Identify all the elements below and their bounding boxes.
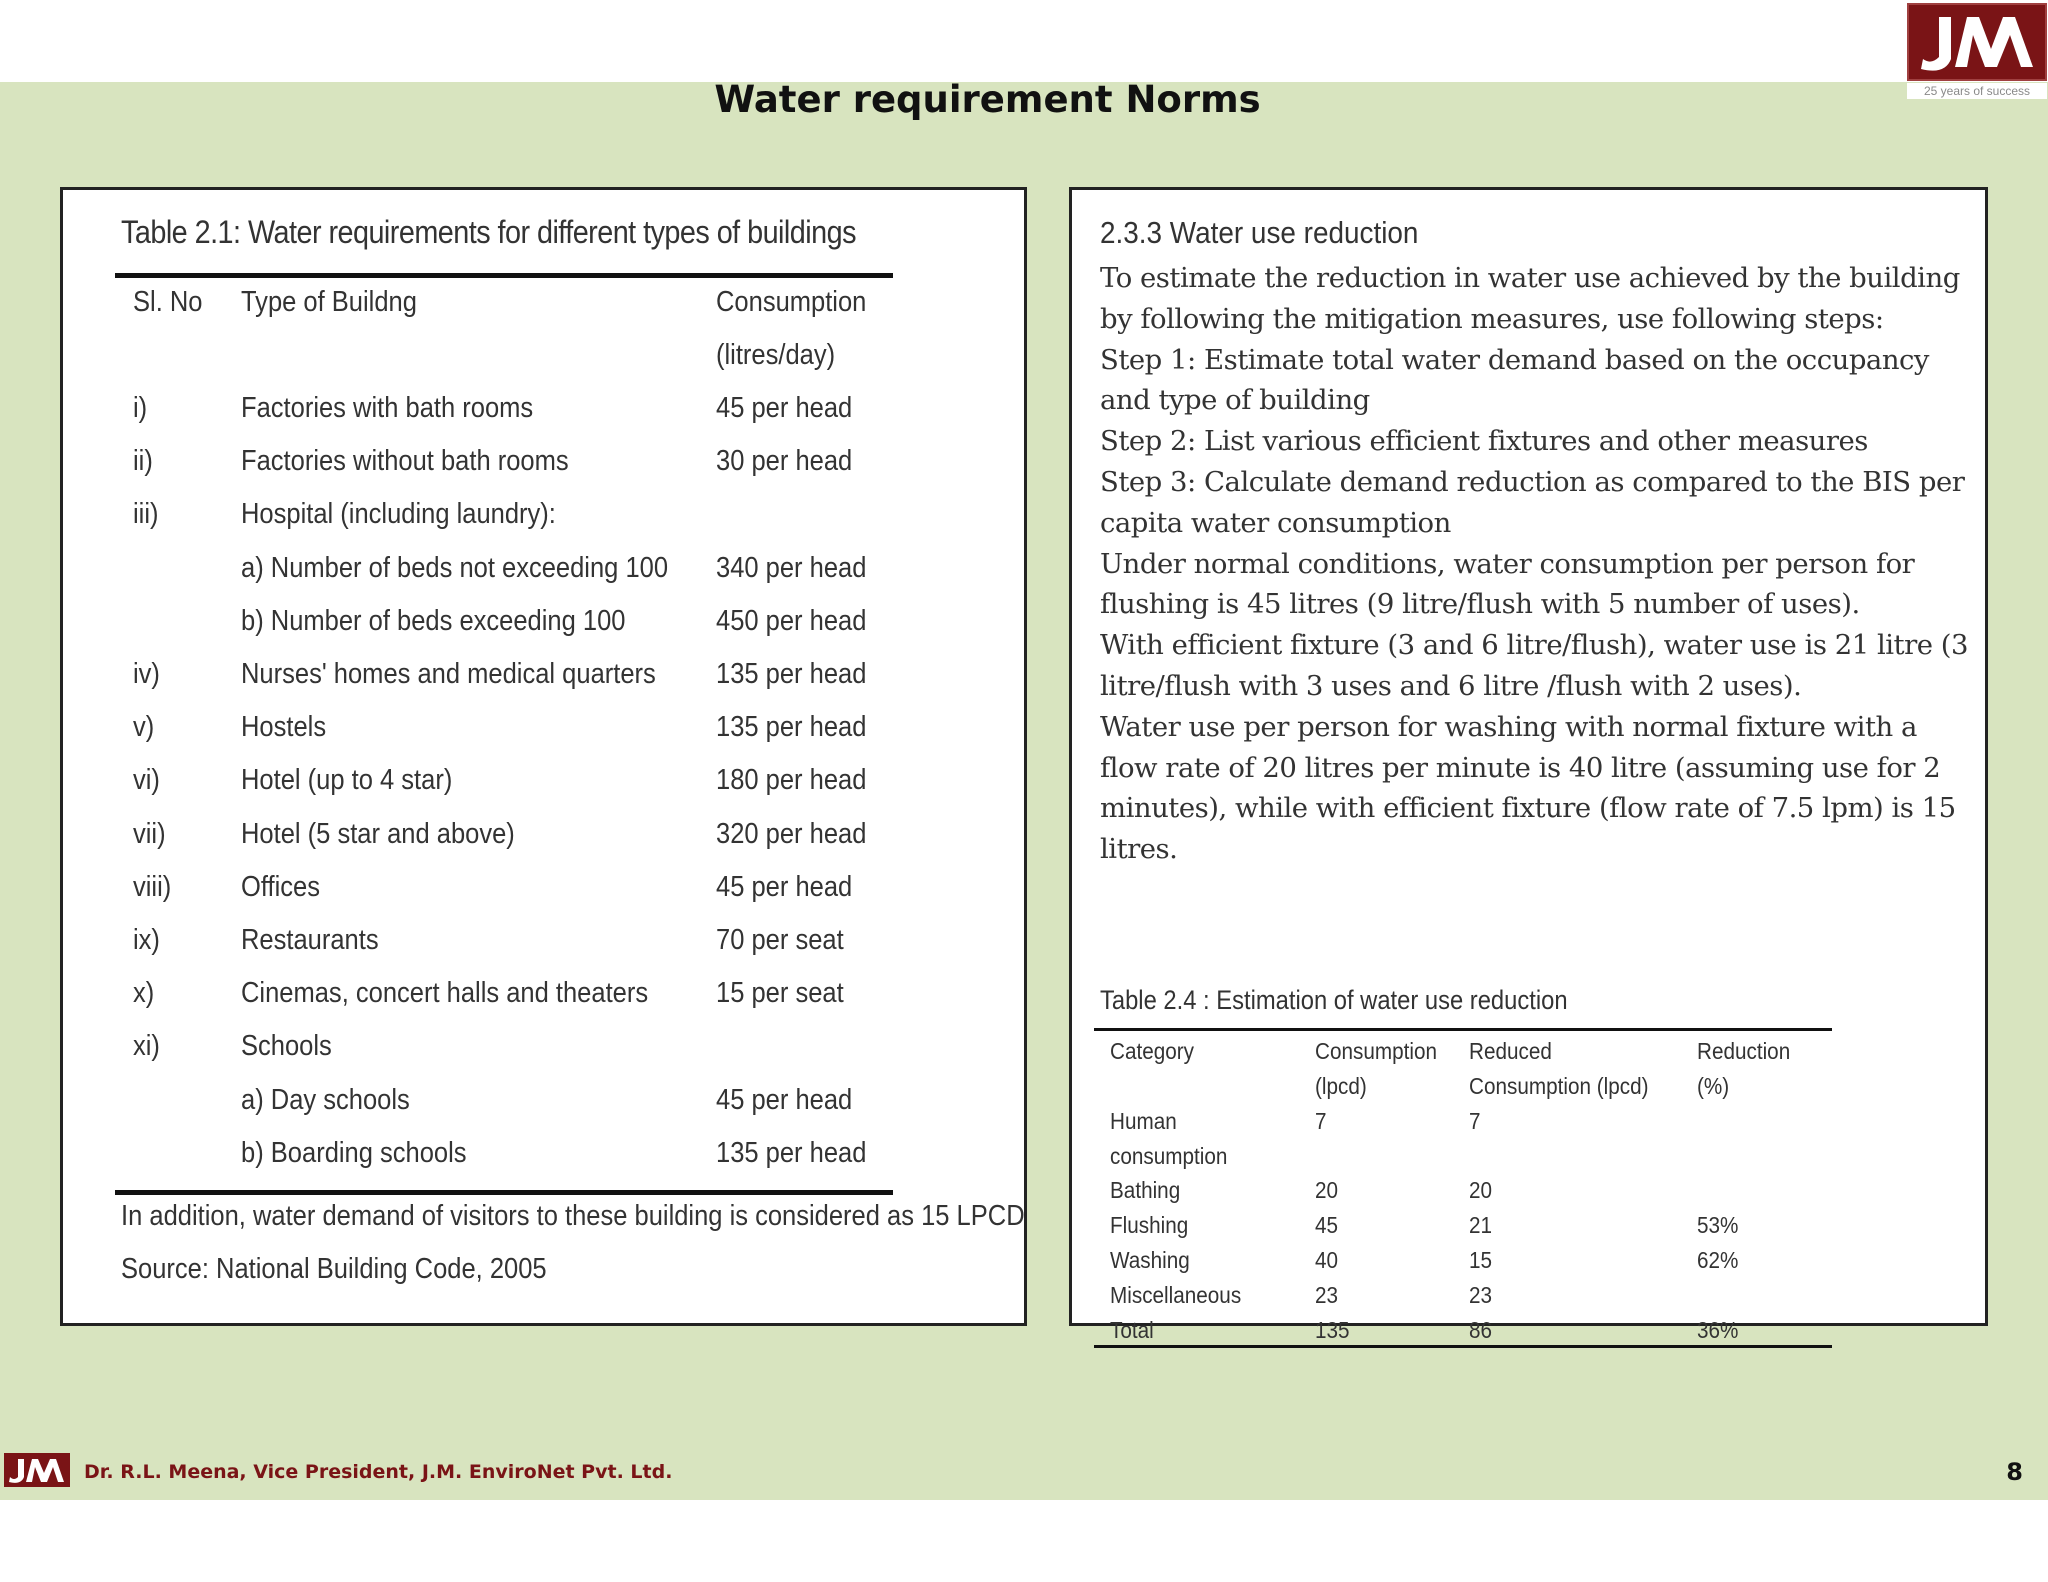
table-row <box>63 1030 963 1083</box>
building-type: a) Day schools <box>241 1083 410 1116</box>
reduced-cell: 20 <box>1469 1177 1493 1203</box>
table1-note: In addition, water demand of visitors to these building is considered as 15 LPCD <box>121 1200 1025 1232</box>
consumption-value: 70 per seat <box>716 924 844 956</box>
row-number: iii) <box>133 498 159 531</box>
category-cell: Washing <box>1110 1247 1190 1273</box>
building-type: b) Boarding schools <box>241 1136 467 1169</box>
consumption-value: 45 per head <box>716 1083 853 1116</box>
table1-header-unit: (litres/day) <box>716 339 836 371</box>
table2-header-reduction: Reduction <box>1697 1038 1791 1064</box>
building-type: Hotel (5 star and above) <box>241 817 515 850</box>
consumption-value: 450 per head <box>716 604 867 637</box>
reduced-cell: 21 <box>1469 1212 1493 1238</box>
table2-header-consumption: Consumption <box>1315 1038 1437 1064</box>
page-number: 8 <box>2006 1458 2023 1486</box>
building-type: Hotel (up to 4 star) <box>241 764 453 797</box>
row-number: viii) <box>133 870 172 903</box>
table1-top-rule <box>115 273 893 278</box>
reduction-cell: 53% <box>1697 1212 1739 1238</box>
table-row <box>63 871 963 924</box>
table1-header-no: Sl. No <box>133 286 203 318</box>
row-number: vii) <box>133 817 166 850</box>
table-row <box>63 498 963 551</box>
consumption-value: 45 per head <box>716 392 853 424</box>
table2-header-consumption-unit: (lpcd) <box>1315 1073 1367 1099</box>
consumption-cell: 23 <box>1315 1282 1339 1308</box>
jm-logo-icon <box>1907 3 2047 81</box>
building-type: Nurses' homes and medical quarters <box>241 658 656 690</box>
footer-author: Dr. R.L. Meena, Vice President, J.M. EnviroNet Pvt. Ltd. <box>84 1461 673 1483</box>
table-row <box>63 552 963 605</box>
water-reduction-panel <box>1069 187 1988 1343</box>
reduced-cell: 7 <box>1469 1108 1481 1134</box>
table-row <box>63 764 963 817</box>
category-cell: Total <box>1110 1317 1154 1343</box>
row-number: v) <box>133 711 155 744</box>
reduced-cell: 23 <box>1469 1282 1493 1308</box>
consumption-cell: 40 <box>1315 1247 1339 1273</box>
table2-top-rule <box>1094 1028 1832 1031</box>
consumption-cell: 135 <box>1315 1317 1350 1343</box>
category-cell: Human <box>1110 1108 1177 1134</box>
water-requirements-panel <box>60 187 1027 1326</box>
table-row <box>63 977 963 1030</box>
row-number: vi) <box>133 764 160 797</box>
row-number: ix) <box>133 924 160 956</box>
reduction-paragraph: Under normal conditions, water consumption per person for flushing is 45 litres (9 litre/flush with 5 number of uses). <box>1100 547 1915 621</box>
building-type: Hostels <box>241 711 327 744</box>
logo-tagline: 25 years of success <box>1907 83 2047 99</box>
table1-header-consumption: Consumption <box>716 286 867 318</box>
building-type: a) Number of beds not exceeding 100 <box>241 551 669 584</box>
consumption-cell: 20 <box>1315 1177 1339 1203</box>
table-row <box>63 1137 963 1190</box>
building-type: Factories without bath rooms <box>241 445 569 478</box>
table2-caption: Table 2.4 : Estimation of water use reduction <box>1100 985 1568 1015</box>
table-row <box>63 1084 963 1137</box>
table2-header-reduced: Reduced <box>1469 1038 1552 1064</box>
consumption-value: 180 per head <box>716 764 867 797</box>
building-type: Offices <box>241 870 320 903</box>
footer-logo-icon <box>4 1453 70 1487</box>
table1-caption: Table 2.1: Water requirements for different types of buildings <box>121 214 856 250</box>
building-type: Schools <box>241 1030 332 1063</box>
row-number: iv) <box>133 658 160 690</box>
row-number: xi) <box>133 1030 160 1063</box>
category-cell: Miscellaneous <box>1110 1282 1242 1308</box>
consumption-value: 15 per seat <box>716 977 844 1010</box>
building-type: Cinemas, concert halls and theaters <box>241 977 649 1010</box>
reduced-cell: 86 <box>1469 1317 1493 1343</box>
table2-header-reduced-unit: Consumption (lpcd) <box>1469 1073 1649 1099</box>
reduction-text <box>1100 258 1970 870</box>
row-number: ii) <box>133 445 153 478</box>
consumption-value: 320 per head <box>716 817 867 850</box>
table2-bottom-rule <box>1094 1345 1832 1348</box>
consumption-value: 45 per head <box>716 870 853 903</box>
reduction-paragraph: With efficient fixture (3 and 6 litre/flush), water use is 21 litre (3 litre/flush with 3 uses and 6 litre /flush with 2 uses). <box>1100 629 1968 702</box>
consumption-cell: 45 <box>1315 1212 1339 1238</box>
reduction-paragraph: Water use per person for washing with normal fixture with a flow rate of 20 litres per minute is 40 litre (assuming use for 2 minutes), while with efficient fixture (flow rate of 7.5 lpm) is 15 litres. <box>1100 710 1956 866</box>
table-row <box>63 658 963 711</box>
reduction-cell: 36% <box>1697 1317 1739 1343</box>
reduction-paragraph: Step 1: Estimate total water demand based on the occupancy and type of building <box>1100 343 1929 417</box>
consumption-value: 340 per head <box>716 551 867 584</box>
building-type: Hospital (including laundry): <box>241 498 556 531</box>
reduction-paragraph: To estimate the reduction in water use achieved by the building by following the mitigation measures, use following steps: <box>1100 262 1960 335</box>
row-number: i) <box>133 392 148 424</box>
reduction-cell: 62% <box>1697 1247 1739 1273</box>
table-row <box>63 605 963 658</box>
building-type: b) Number of beds exceeding 100 <box>241 604 626 637</box>
reduction-heading: 2.3.3 Water use reduction <box>1100 215 1419 250</box>
consumption-value: 135 per head <box>716 711 867 744</box>
table-row <box>63 445 963 498</box>
category-cell: Flushing <box>1110 1212 1189 1238</box>
table-row <box>63 924 963 977</box>
reduction-paragraph: Step 2: List various efficient fixtures and other measures <box>1100 425 1868 458</box>
consumption-value: 30 per head <box>716 445 853 478</box>
consumption-value: 135 per head <box>716 1136 867 1169</box>
table2-header-category: Category <box>1110 1038 1194 1064</box>
building-type: Factories with bath rooms <box>241 392 534 424</box>
table1-bottom-rule <box>115 1190 893 1195</box>
category-cell: Bathing <box>1110 1177 1181 1203</box>
consumption-value: 135 per head <box>716 658 867 690</box>
reduced-cell: 15 <box>1469 1247 1493 1273</box>
table1-header-type: Type of Buildng <box>241 286 417 318</box>
table2-header-reduction-unit: (%) <box>1697 1073 1730 1099</box>
category-cell-line2: consumption <box>1110 1143 1228 1169</box>
table-row <box>63 392 963 445</box>
page-title: Water requirement Norms <box>714 78 1261 121</box>
table1-source: Source: National Building Code, 2005 <box>121 1253 547 1285</box>
reduction-paragraph: Step 3: Calculate demand reduction as compared to the BIS per capita water consumption <box>1100 465 1965 539</box>
table-row <box>63 711 963 764</box>
building-type: Restaurants <box>241 924 379 956</box>
table-row <box>63 818 963 871</box>
row-number: x) <box>133 977 155 1010</box>
consumption-cell: 7 <box>1315 1108 1327 1134</box>
